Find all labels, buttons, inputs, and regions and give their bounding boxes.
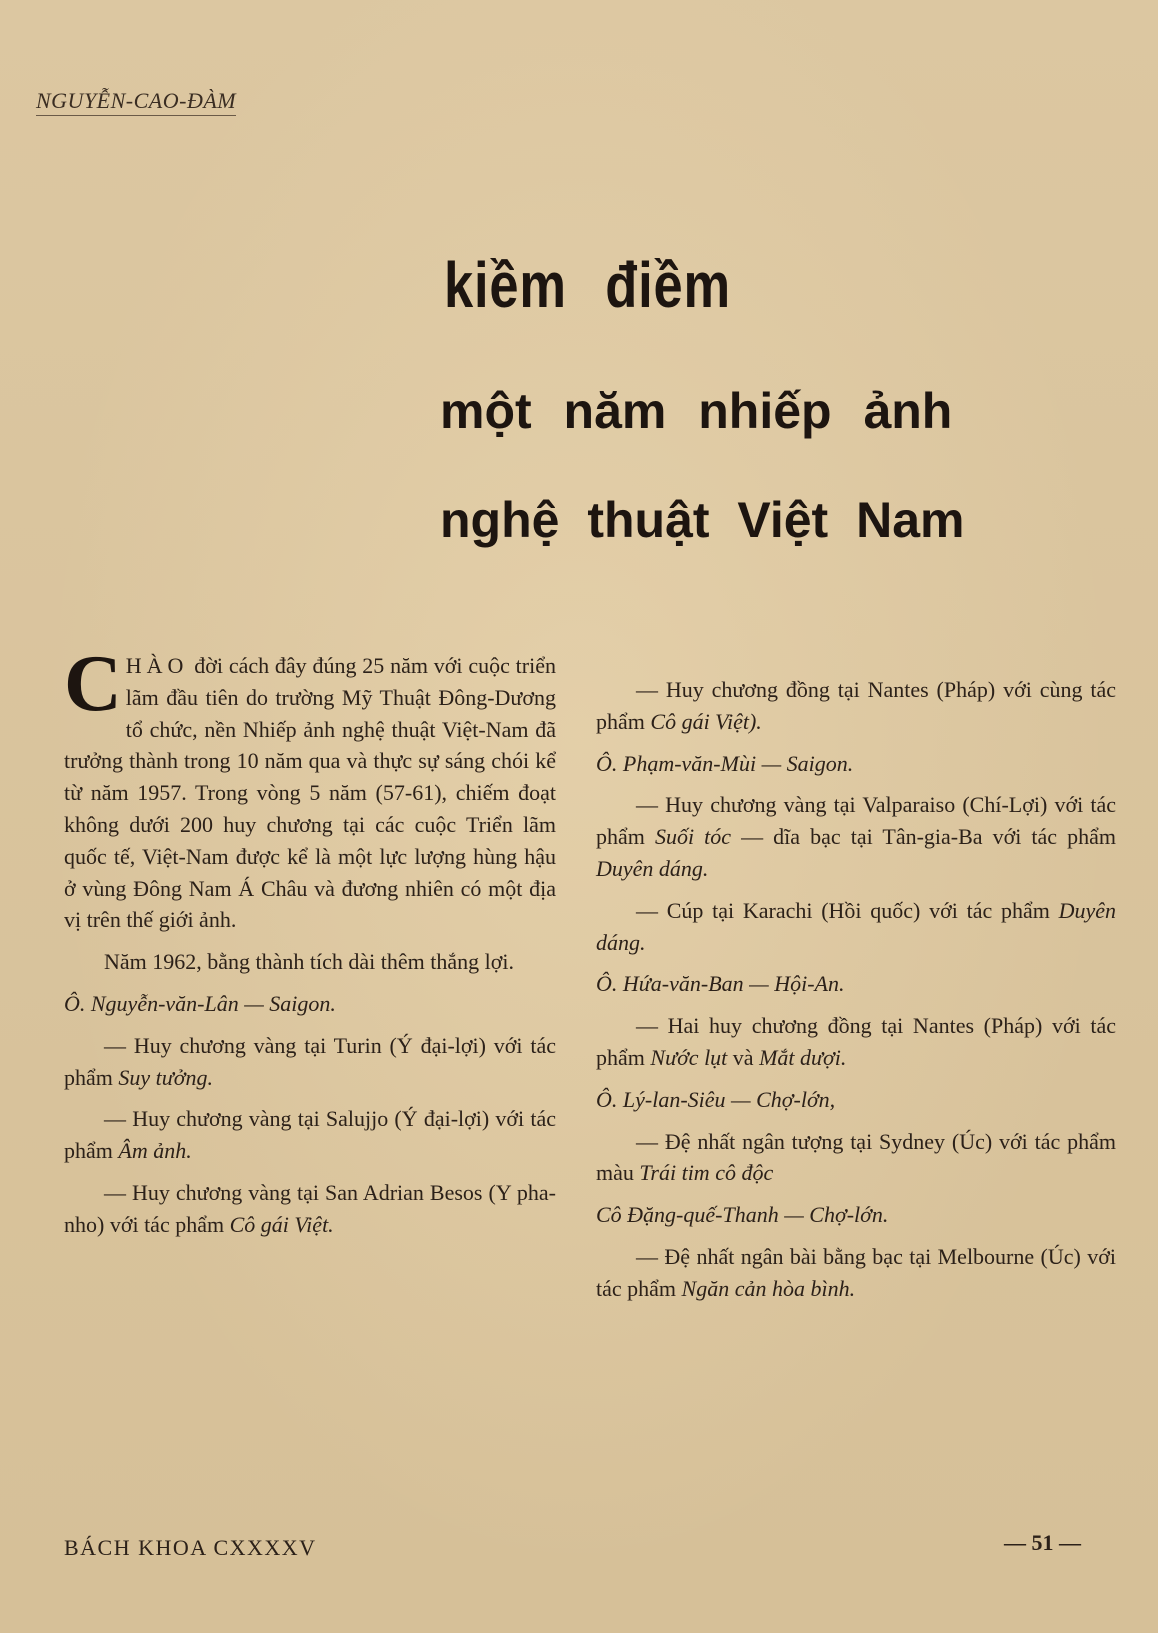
title-line-3: nghệ thuật Việt Nam xyxy=(440,492,965,548)
award-text: — dĩa bạc tại Tân-gia-Ba với tác phẩm xyxy=(741,824,1117,850)
magazine-issue: BÁCH KHOA CXXXXV xyxy=(64,1535,317,1560)
work-title: Cô gái Việt. xyxy=(229,1211,334,1237)
work-title: Cô gái Việt). xyxy=(650,708,762,734)
award-text: — Huy chương vàng tại San Adrian Besos (Y pha-nho) với tác phẩm xyxy=(64,1179,556,1237)
photographer-name: Ô. Lý-lan-Siêu — Chợ-lớn, xyxy=(596,1086,836,1112)
award-item xyxy=(596,895,1116,959)
photographer-name: Ô. Nguyễn-văn-Lân — Saigon. xyxy=(64,990,336,1016)
award-item xyxy=(596,1126,1116,1190)
work-title: Suối tóc xyxy=(654,824,732,850)
work-title: Mắt dượi. xyxy=(759,1044,847,1070)
work-title: Duyên dáng. xyxy=(596,855,709,881)
page-number: — 51 — xyxy=(1004,1530,1081,1555)
author-name: NGUYỄN-CAO-ĐÀM xyxy=(36,88,236,116)
photographer-name: Ô. Phạm-văn-Mùi — Saigon. xyxy=(596,750,854,776)
award-text: — Cúp tại Karachi (Hồi quốc) với tác phẩm xyxy=(636,897,1050,923)
paragraph-1962: Năm 1962, bằng thành tích dài thêm thắng lợi. xyxy=(104,949,514,975)
award-item xyxy=(596,1241,1116,1305)
work-title: Âm ảnh. xyxy=(118,1138,192,1164)
award-item xyxy=(596,674,1116,738)
award-text: — Hai huy chương đồng tại Nantes (Pháp) với tác phẩm xyxy=(596,1013,1116,1070)
award-item xyxy=(596,789,1116,884)
intro-paragraph xyxy=(64,640,556,936)
title-line-2: một năm nhiếp ảnh xyxy=(440,383,953,439)
intro-first-word: HÀO xyxy=(125,653,189,678)
award-text: — Huy chương vàng tại Turin (Ý đại-lợi) với tác phẩm xyxy=(64,1032,556,1090)
intro-text: đời cách đây đúng 25 năm với cuộc triển lãm đầu tiên do trường Mỹ Thuật Đông-Dương tổ chức, nền Nhiếp ảnh nghệ thuật Việt-Nam đã trưởng thành trong 10 năm qua và thực sự sáng chói kể từ năm 1957. Trong vòng 5 năm (57-61), chiếm đoạt không dưới 200 huy chương tại các cuộc Triển lãm quốc tế, Việt-Nam được kể là một lực lượng hùng hậu ở vùng Đông Nam Á Châu và đương nhiên có một địa vị trên thế giới ảnh. xyxy=(64,653,556,933)
work-title: Ngăn cản hòa bình. xyxy=(681,1275,856,1301)
right-column xyxy=(596,674,1116,1315)
drop-cap: C xyxy=(64,640,122,728)
left-column xyxy=(64,640,556,1251)
award-text: — Huy chương vàng tại Salujjo (Ý đại-lợi) với tác phẩm xyxy=(64,1106,556,1164)
award-text: — Huy chương vàng tại Valparaiso (Chí-Lợi) với tác phẩm xyxy=(596,792,1116,850)
award-text: — Đệ nhất ngân tượng tại Sydney (Úc) với tác phẩm màu xyxy=(596,1128,1116,1186)
award-text: — Huy chương đồng tại Nantes (Pháp) với cùng tác phẩm xyxy=(596,677,1116,734)
award-item xyxy=(64,1103,556,1167)
work-title: Nước lụt xyxy=(650,1044,728,1070)
title-line-1: kiềm điềm xyxy=(444,249,732,321)
award-item xyxy=(64,1177,556,1241)
work-title: Suy tưởng. xyxy=(118,1064,214,1090)
work-title: Trái tim cô độc xyxy=(639,1160,774,1186)
photographer-name: Ô. Hứa-văn-Ban — Hội-An. xyxy=(596,971,845,997)
award-item xyxy=(596,1010,1116,1074)
work-title: Duyên dáng. xyxy=(596,897,1116,955)
award-text: — Đệ nhất ngân bài bằng bạc tại Melbourne (Úc) với tác phẩm xyxy=(596,1243,1116,1301)
photographer-name: Cô Đặng-quế-Thanh — Chợ-lớn. xyxy=(596,1202,889,1228)
award-text: và xyxy=(732,1044,754,1070)
award-item xyxy=(64,1030,556,1094)
